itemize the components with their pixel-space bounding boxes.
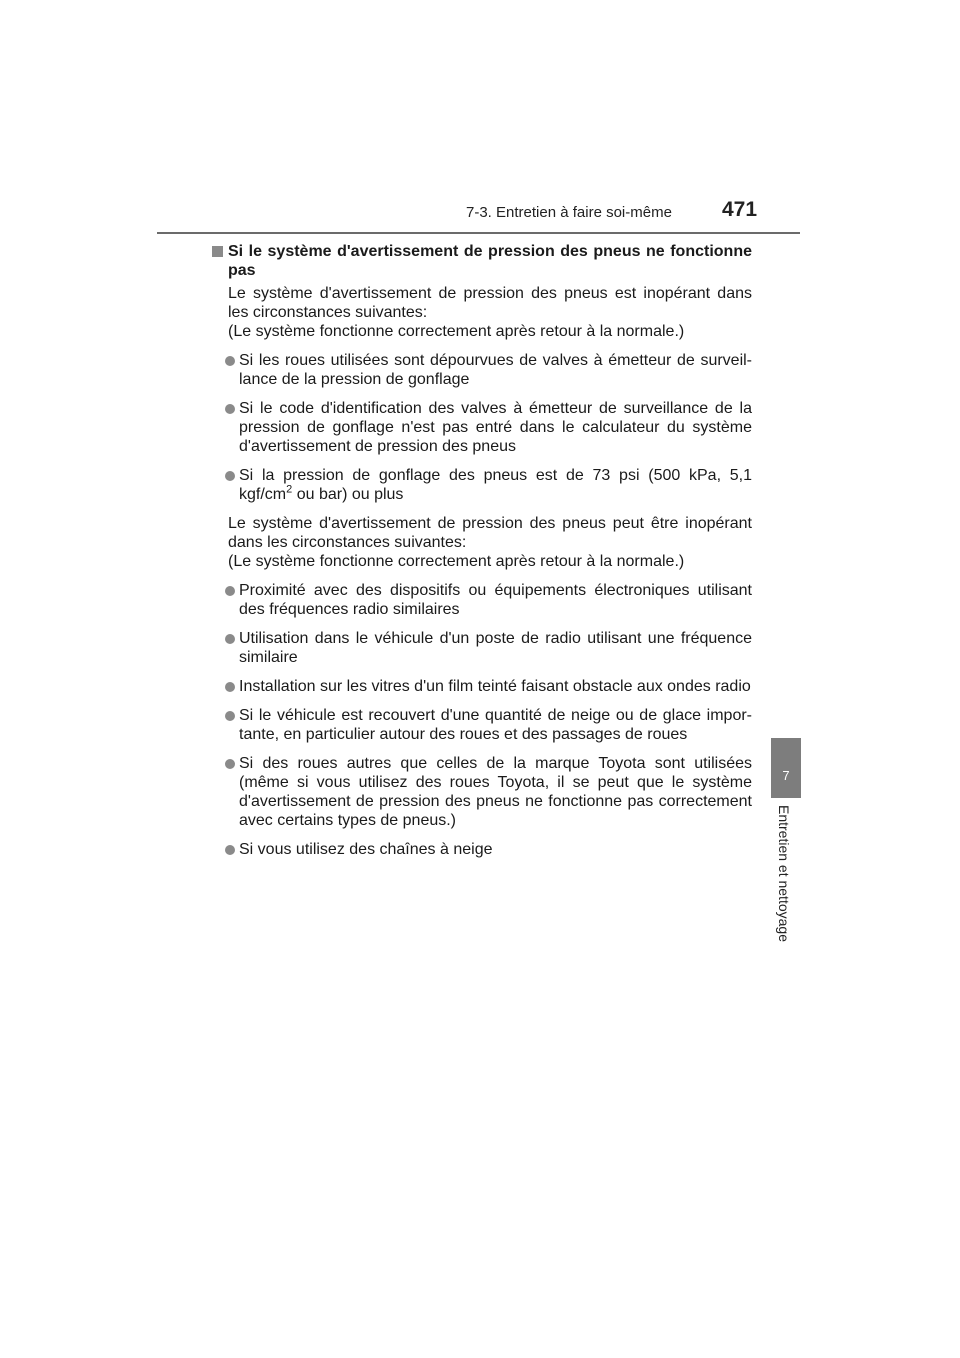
list-item-text: Si des roues autres que celles de la marque Toyota sont utilisées (même si vous utilisez des roues Toyota, il se peut que le système d'avertissement de pression des pneus ne fonctionne pas correctement avec certains types de pneus.)	[239, 755, 752, 829]
list-item	[211, 466, 752, 504]
round-bullet-icon	[225, 356, 235, 366]
chapter-title: Entretien et nettoyage	[776, 805, 792, 942]
section-title: 7-3. Entretien à faire soi-même	[466, 204, 672, 221]
list-item-text	[239, 467, 752, 503]
chapter-tab	[771, 738, 801, 798]
list-item-text: Si vous utilisez des chaînes à neige	[239, 841, 493, 858]
list-item-text: Si le code d'identification des valves à émetteur de surveillance de la pression de gonflage n'est pas entré dans le calculateur du système d'avertissement de pression des pneus	[239, 400, 752, 455]
chapter-number: 7	[782, 768, 790, 783]
list-item	[211, 754, 752, 830]
intro-line: (Le système fonctionne correctement après retour à la normale.)	[228, 553, 685, 570]
list-item	[211, 677, 752, 696]
round-bullet-icon	[225, 404, 235, 414]
round-bullet-icon	[225, 471, 235, 481]
intro-line: Le système d'avertissement de pression des pneus est inopérant dans les circonstances suivantes:	[228, 285, 752, 321]
round-bullet-icon	[225, 634, 235, 644]
list-item-text: Si le véhicule est recouvert d'une quantité de neige ou de glace impor-tante, en particulier autour des roues et des passages de roues	[239, 707, 752, 743]
list-item-text: Installation sur les vitres d'un film teinté faisant obstacle aux ondes radio	[239, 678, 751, 695]
list-item	[211, 840, 752, 859]
pressure-text: Si la pression de gonflage des pneus est de 73 psi (500 kPa, 5,1 kgf/cm	[239, 467, 752, 503]
list-item	[211, 706, 752, 744]
list-item	[211, 399, 752, 456]
list-item-text: Utilisation dans le véhicule d'un poste de radio utilisant une fréquence similaire	[239, 630, 752, 666]
intro-paragraph-2	[211, 514, 752, 571]
intro-line: Le système d'avertissement de pression des pneus peut être inopérant dans les circonstances suivantes:	[228, 515, 752, 551]
bullet-list-2	[211, 581, 752, 859]
square-bullet-icon	[212, 246, 223, 257]
page-content	[211, 242, 752, 869]
intro-line: (Le système fonctionne correctement après retour à la normale.)	[228, 323, 685, 340]
intro-paragraph-1	[211, 284, 752, 341]
round-bullet-icon	[225, 586, 235, 596]
header-rule	[157, 232, 800, 234]
list-item	[211, 629, 752, 667]
page-number: 471	[722, 198, 758, 221]
round-bullet-icon	[225, 711, 235, 721]
list-item-text: Si les roues utilisées sont dépourvues de valves à émetteur de surveil-lance de la pression de gonflage	[239, 352, 752, 388]
round-bullet-icon	[225, 845, 235, 855]
superscript: 2	[286, 483, 293, 496]
list-item	[211, 351, 752, 389]
section-heading	[211, 242, 752, 280]
list-item	[211, 581, 752, 619]
round-bullet-icon	[225, 759, 235, 769]
round-bullet-icon	[225, 682, 235, 692]
list-item-text: Proximité avec des dispositifs ou équipements électroniques utilisant des fréquences radio similaires	[239, 582, 752, 618]
bullet-list-1	[211, 351, 752, 504]
pressure-text-end: ou bar) ou plus	[292, 486, 404, 503]
section-heading-text: Si le système d'avertissement de pression des pneus ne fonctionne pas	[228, 243, 752, 279]
